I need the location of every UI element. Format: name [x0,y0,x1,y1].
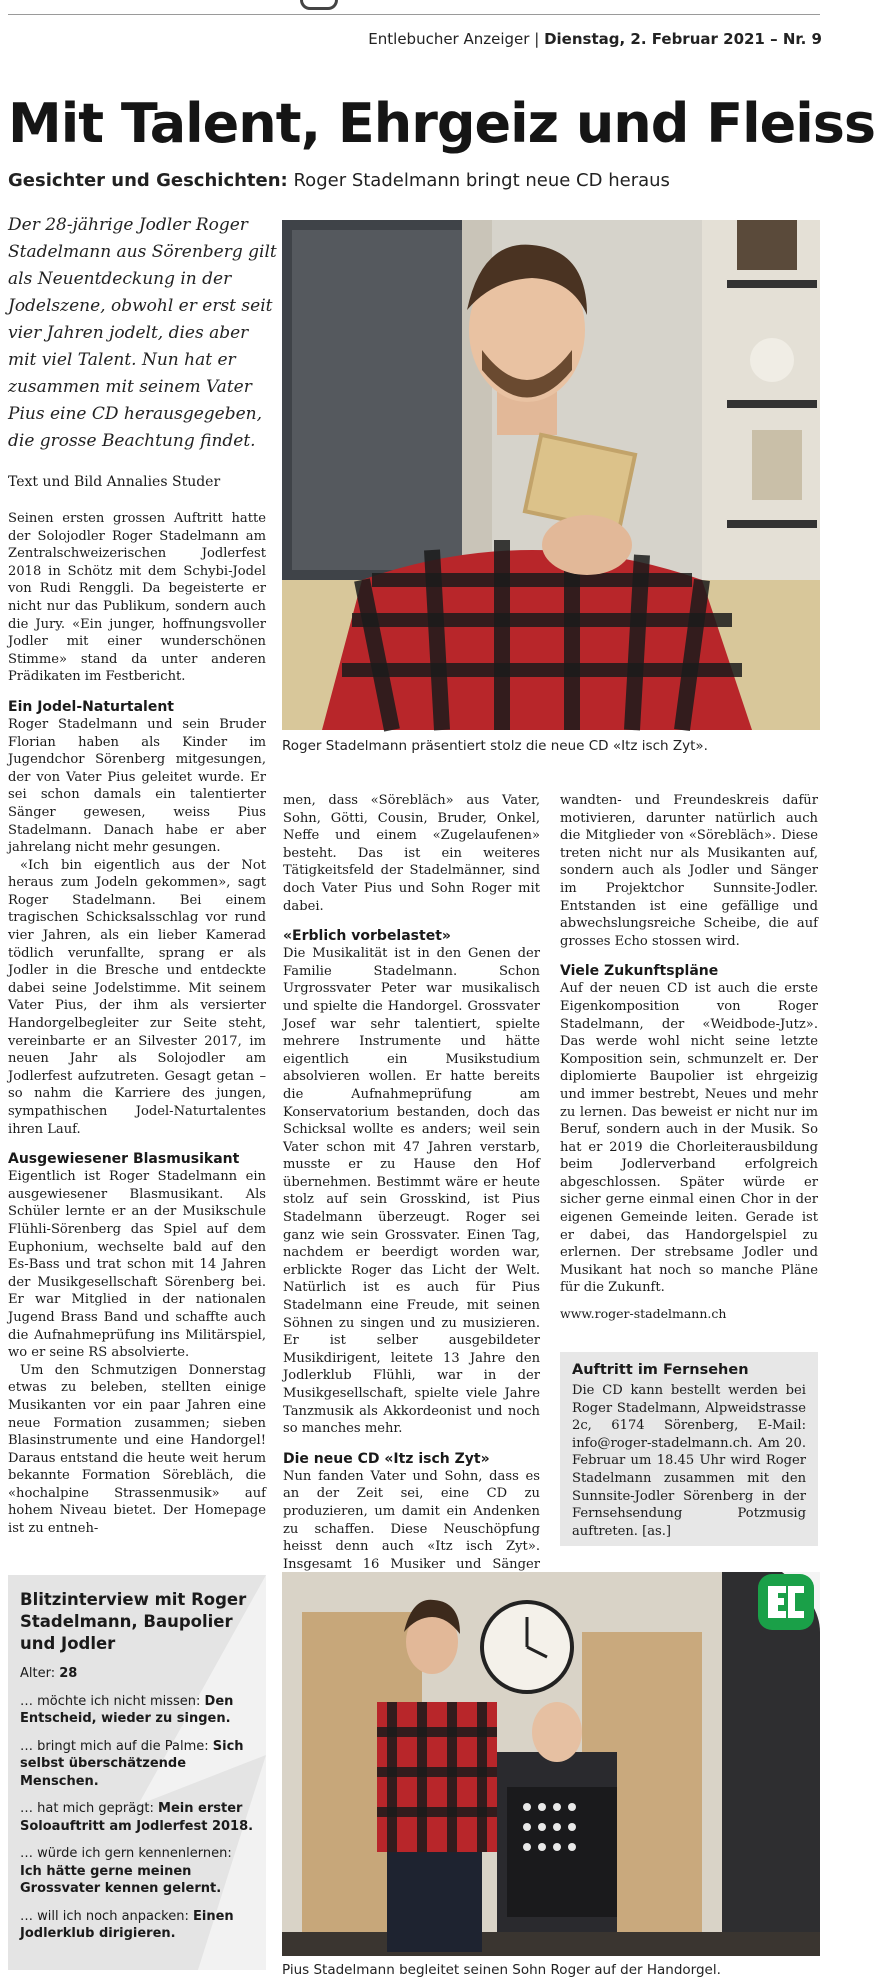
col3-paragraph-1: wandten- und Freundeskreis dafür motivieren, darunter natürlich auch die Mitglieder von «Sörebläch». Diese treten nicht nur als Musikanten auf, sondern auch als Jodler und Sänger im Projektchor Sunnsite-Jodler. Entstanden ist eine gefällige und abwechslungsreiche Scheibe, die auf grosses Echo stossen wird. [560,793,818,949]
blitzinterview-box [8,1575,266,1970]
masthead-separator: | [534,30,540,48]
blitz-answer: Mein erster Soloauftritt am Jodlerfest 2018. [20,1801,254,1834]
blitz-item [20,1738,254,1791]
blitz-answer: Einen Jodlerklub dirigieren. [20,1908,234,1941]
top-rule [8,14,820,15]
blitz-question: … würde ich gern kennenlernen: [20,1846,232,1861]
photo-roger-with-cd [282,220,820,730]
col2-heading-2: Die neue CD «Itz isch Zyt» [283,1450,490,1467]
photo1-caption: Roger Stadelmann präsentiert stolz die neue CD «Itz isch Zyt». [282,738,708,754]
blitz-question: … bringt mich auf die Palme: [20,1738,209,1754]
column-3 [560,792,818,1323]
subhead-kicker: Gesichter und Geschichten: [8,170,288,191]
subhead [8,170,670,191]
col2-paragraph-1: men, dass «Sörebläch» aus Vater, Sohn, Götti, Cousin, Bruder, Onkel, Neffe und einem «Zugelaufenen» besteht. Das ist ein weiteres Tätigkeitsfeld der Stadelmänner, sind doch Vater Pius und Sohn Roger mit dabei. [283,793,540,914]
blitz-question: … will ich noch anpacken: [20,1908,189,1924]
blitz-answer: Sich selbst überschätzende Menschen. [20,1738,244,1789]
header-logo-fragment [300,0,338,10]
col1-paragraph-5: Um den Schmutzigen Donnerstag etwas zu beleben, stellten einige Musikanten vor ein paar Jahren eine neue Formation zusammen; sieben Blasinstrumente und eine Handorgel! Daraus entstand die heute weit herum bekannte Formation Sörebläch, die «hochalpine Strassenmusik» auf hohem Niveau bietet. Der Homepage ist zu entneh- [8,1362,266,1537]
col2-heading-1: «Erblich vorbelastet» [283,928,451,945]
col3-paragraph-2: Auf der neuen CD ist auch die erste Eigenkomposition von Roger Stadelmann, der «Weidbode-Jutz». Das werde wohl nicht seine letzte Komposition sein, schmunzelt er. Der diplomierte Baupolier ist ehrgeizig und immer bestrebt, Neues und mehr zu lernen. Das beweist er nicht nur im Beruf, sondern auch in der Musik. So hat er 2019 die Chorleiterausbildung beim Jodlerverband erfolgreich abgeschlossen. Später würde er sicher gerne einmal einen Chor in der eigenen Gemeinde leiten. Gerade ist er dabei, das Handorgelspiel zu erlernen. Der strebsame Jodler und Musikant hat noch so manche Pläne für die Zukunft. [560,981,818,1296]
col3-heading-1: Viele Zukunftspläne [560,963,719,980]
blitz-item [20,1665,254,1683]
masthead [368,30,822,48]
issue-date: Dienstag, 2. Februar 2021 – Nr. 9 [544,30,822,48]
col1-heading-2: Ausgewiesener Blasmusikant [8,1151,240,1168]
photo-father-son-accordion [282,1572,820,1956]
blitz-item [20,1800,254,1835]
blitz-answer: Den Entscheid, wieder zu singen. [20,1693,234,1726]
blitz-item [20,1845,254,1898]
blitz-question: Alter: [20,1666,56,1681]
website-link[interactable]: www.roger-stadelmann.ch [560,1306,727,1322]
col1-paragraph-1: Seinen ersten grossen Auftritt hatte der Solojodler Roger Stadelmann am Zentralschweizerischen Jodlerfest 2018 in Schötz mit dem Schybi-Jodel von Rudi Renggli. Da begeisterte er nicht nur das Publikum, sondern auch die Jury. «Ein junger, hoffnungsvoller Jodler mit einer wunderschönen Stimme» stand da unter anderen Prädikaten im Festbericht. [8,511,266,685]
col1-paragraph-4: Eigentlich ist Roger Stadelmann ein ausgewiesener Blasmusikant. Als Schüler lernte er an der Musikschule Flühli-Sörenberg das Spiel auf dem Euphonium, wechselte bald auf den Es-Bass und trat schon mit 14 Jahren der Musikgesellschaft Sörenberg bei. Er war Mitglied in der nationalen Jugend Brass Band und schaffte auch die Aufnahmeprüfung ins Militärspiel, wo er seine RS absolvierte. [8,1169,266,1361]
infobox-title: Auftritt im Fernsehen [572,1362,749,1378]
col1-paragraph-2: Roger Stadelmann und sein Bruder Florian haben als Kinder im Jugendchor Sörenberg mitgesungen, der von Vater Pius geleitet wurde. Er sei schon damals ein talentierter Sänger gewesen, weiss Pius Stadelmann. Danach habe er aber jahrelang nicht mehr gesungen. [8,716,266,856]
blitz-item [20,1908,254,1943]
paper-name: Entlebucher Anzeiger [368,30,530,48]
column-2 [283,792,540,1572]
blitz-title: Blitzinterview mit Roger Stadelmann, Baupolier und Jodler [20,1590,247,1653]
blitz-answer: Ich hätte gerne meinen Grossvater kennen gelernt. [20,1863,222,1896]
infobox-text: Die CD kann bestellt werden bei Roger Stadelmann, Alpweidstrasse 2c, 6174 Sörenberg, E-Mail: info@roger-stadelmann.ch. Am 20. Februar um 18.45 Uhr wird Roger Stadelmann zusammen mit den Sunnsite-Jodler Sörenberg in der Fernsehsendung Potzmusig auftreten. [as.] [572,1383,806,1539]
blitz-answer: 28 [59,1666,78,1681]
photo2-caption: Pius Stadelmann begleitet seinen Sohn Roger auf der Handorgel. [282,1962,721,1978]
byline: Text und Bild Annalies Studer [8,474,221,490]
col2-paragraph-2: Die Musikalität ist in den Genen der Familie Stadelmann. Schon Urgrossvater Peter war musikalisch und spielte die Handorgel. Grossvater Josef war sehr talentiert, spielte mehrere Instrumente und hätte eigentlich ein Musikstudium absolvieren wollen. Er hatte bereits die Aufnahmeprüfung am Konservatorium bestanden, doch das Schicksal wollte es anders; weil sein Vater schon mit 47 Jahren verstarb, musste er zu Hause den Hof übernehmen. Bestimmt wäre er heute stolz auf sein Grosskind, ist Pius Stadelmann überzeugt. Roger sei ganz wie sein Grossvater. Einen Tag, nachdem er beerdigt worden war, erblickte Roger das Licht der Welt. Natürlich ist es auch für Pius Stadelmann eine Freude, mit seinen Söhnen zu singen und zu musizieren. Er ist selber ausgebildeter Musikdirigent, leitete 13 Jahre den Jodlerklub Flühli, war in der Musikgesellschaft, spielte viele Jahre Tanzmusik als Akkordeonist und noch so manches mehr. [283,946,540,1437]
col1-heading-1: Ein Jodel-Naturtalent [8,698,174,715]
blitz-item [20,1693,254,1728]
headline: Mit Talent, Ehrgeiz und Fleiss [8,92,875,155]
lead-paragraph: Der 28-jährige Jodler Roger Stadelmann aus Sörenberg gilt als Neuentdeckung in der Jodelszene, obwohl er erst seit vier Jahren jodelt, dies aber mit viel Talent. Nun hat er zusammen mit seinem Vater Pius eine CD herausgegeben, die grosse Beachtung findet. [8,215,277,451]
tv-appearance-box [560,1352,818,1546]
col2-paragraph-3: Nun fanden Vater und Sohn, dass es an der Zeit sei, eine CD zu produzieren, um damit ein Andenken zu schaffen. Diese Neuschöpfung heisst denn auch «Itz isch Zyt». Insgesamt 16 Musiker und Sänger [283,1468,540,1572]
col1-paragraph-3: «Ich bin eigentlich aus der Not heraus zum Jodeln gekommen», sagt Roger Stadelmann. Bei einem tragischen Schicksalsschlag vor rund vier Jahren, als ein lieber Kamerad tödlich verunfallte, sprang er als Jodler in die Bresche und entdeckte dabei seine Jodelstimme. Mit seinem Vater Pius, der ihm als versierter Handorgelbegleiter zur Seite steht, vereinbarte er an Silvester 2017, im neuen Jahr als Solojodler am Jodlerfest aufzutreten. Gesagt getan – so nahm die Karriere des jungen, sympathischen Jodel-Naturtalentes ihren Lauf. [8,857,266,1137]
entlebucher-anzeiger-logo [756,1572,816,1632]
subhead-text: Roger Stadelmann bringt neue CD heraus [293,170,670,191]
blitz-question: … hat mich geprägt: [20,1801,154,1816]
blitz-question: … möchte ich nicht missen: [20,1693,201,1709]
column-1 [8,510,266,1550]
